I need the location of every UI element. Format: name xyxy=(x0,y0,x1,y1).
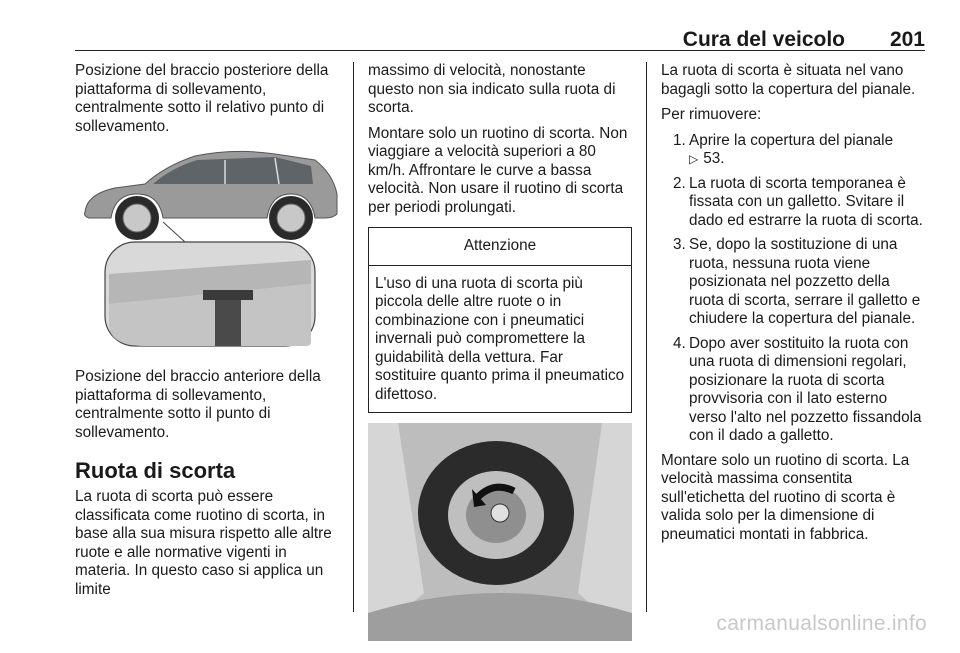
intro-paragraph: Posizione del braccio posteriore della piattaforma di sollevamento, centralmente sotto il relativo punto di sollevamento. xyxy=(75,62,329,135)
speed-limit-paragraph: massimo di velocità, nonostante questo non sia indicato sulla ruota di scorta. xyxy=(368,62,616,116)
closing-paragraph: Montare solo un ruotino di scorta. La velocità massima consentita sull'etichetta del ruotino di scorta è valida solo per la dimensione di pneumatici montati in fabbrica. xyxy=(661,451,910,543)
warning-box xyxy=(368,227,632,413)
column-divider xyxy=(646,62,647,612)
warning-body: L'uso di una ruota di scorta più piccola delle altre ruote o in combinazione con i pneumatici invernali può compromettere la guidabilità della vettura. Far sostituire quanto prima il pneumatico difettoso. xyxy=(375,274,625,403)
car-lift-point-illustration xyxy=(75,144,341,356)
watermark: carmanualsonline.info xyxy=(716,612,927,635)
page-reference: 53. xyxy=(703,150,725,167)
page-reference-icon: ▷ xyxy=(689,152,699,166)
wing-nut xyxy=(491,504,509,522)
list-item: 3. Se, dopo la sostituzione di una ruota, nessuna ruota viene posizionata nel pozzetto della ruota di scorta, serrare il galletto e chiudere la copertura del pianale. xyxy=(673,236,921,327)
list-item: 1. Aprire la copertura del pianale ▷ 53. xyxy=(673,131,894,167)
lift-arm-pad xyxy=(203,290,253,300)
column-right xyxy=(661,62,927,551)
spare-wheel-heading: Ruota di scorta xyxy=(75,458,236,483)
page-number: 201 xyxy=(889,28,925,51)
column-left xyxy=(75,62,341,606)
removal-steps xyxy=(661,132,927,446)
section-title: Cura del veicolo xyxy=(682,28,845,51)
page-header xyxy=(75,28,925,51)
front-lift-caption: Posizione del braccio anteriore della piattaforma di sollevamento, centralmente sotto il punto di sollevamento. xyxy=(75,368,321,441)
removal-intro: Per rimuovere: xyxy=(661,106,762,123)
temporary-spare-paragraph: Montare solo un ruotino di scorta. Non viaggiare a velocità superiori a 80 km/h. Affrontare le curve a bassa velocità. Non usare il ruotino di scorta per periodi prolungati. xyxy=(368,124,628,216)
spare-wheel-body: La ruota di scorta può essere classificata come ruotino di scorta, in base alla sua misura rispetto alle altre ruote e alle normative vigenti in materia. In questo caso si applica un limite xyxy=(75,488,332,598)
list-item: 2. La ruota di scorta temporanea è fissata con un galletto. Svitare il dado ed estrarre la ruota di scorta. xyxy=(673,174,923,229)
column-divider xyxy=(353,62,354,612)
list-item: 4. Dopo aver sostituito la ruota con una ruota di dimensioni regolari, posizionare la ruota di scorta provvisoria con il lato esterno verso l'alto nel pozzetto fissandola con il dado a galletto. xyxy=(673,334,922,444)
column-middle xyxy=(368,62,632,653)
warning-title: Attenzione xyxy=(369,228,631,266)
location-paragraph: La ruota di scorta è situata nel vano bagagli sotto la copertura del pianale. xyxy=(661,62,916,98)
car-window xyxy=(153,157,313,184)
spare-wheel-trunk-illustration xyxy=(368,423,632,641)
